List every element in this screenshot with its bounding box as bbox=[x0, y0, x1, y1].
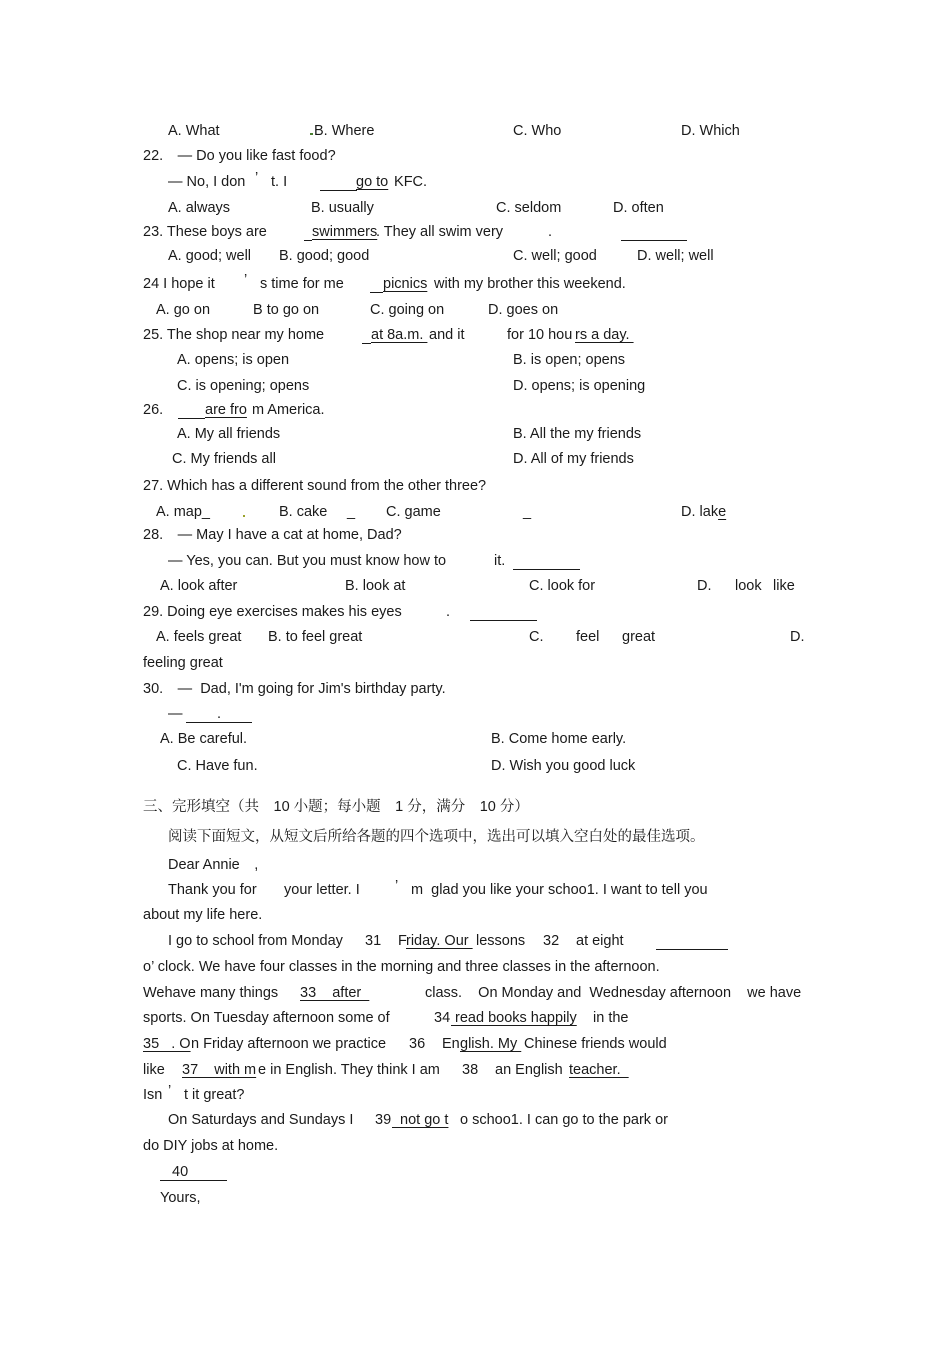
blank-38-number: 38 bbox=[462, 1062, 479, 1078]
stray-mark bbox=[243, 515, 245, 517]
q29-period: . bbox=[446, 604, 451, 620]
q25-blank-lead bbox=[362, 343, 371, 344]
q28-reply-end: it. bbox=[494, 553, 506, 569]
q28-reply: — Yes, you can. But you must know how to bbox=[168, 553, 447, 569]
q29-option-a: A. feels great bbox=[156, 629, 242, 645]
p2-line7-end: t it great? bbox=[184, 1087, 245, 1103]
q24-stem-mid: s time for me bbox=[260, 276, 344, 292]
q23-option-d: D. well; well bbox=[637, 248, 714, 264]
p1-mid: your letter. I bbox=[284, 882, 360, 898]
section3-heading: 三、完形填空（共 10 小题；每小题 1 分，满分 10 分） bbox=[143, 799, 529, 815]
p2-start: I go to school from Monday bbox=[168, 933, 343, 949]
blank-31-number: 31 bbox=[365, 933, 382, 949]
q23-blank-line bbox=[621, 240, 687, 241]
p1-apostrophe: ’ bbox=[395, 878, 399, 894]
q30-option-a: A. Be careful. bbox=[160, 731, 248, 747]
q26-stem-end: m America. bbox=[252, 402, 325, 418]
p2-friday: riday. Our bbox=[406, 933, 473, 949]
p3-line2: do DIY jobs at home. bbox=[143, 1138, 279, 1154]
q29-option-c-word1: feel bbox=[576, 629, 600, 645]
q24-apostrophe: ’ bbox=[244, 272, 248, 288]
q21-option-a: A. What bbox=[168, 123, 220, 139]
q24-stem-start: 24 I hope it bbox=[143, 276, 215, 292]
q28-stem: 28. — May I have a cat at home, Dad? bbox=[143, 527, 402, 543]
p2-line2: o’ clock. We have four classes in the morning and three classes in the afternoon. bbox=[143, 959, 660, 975]
q29-option-d-label: D. bbox=[790, 629, 805, 645]
p2-at-eight: at eight bbox=[576, 933, 624, 949]
q23-option-b: B. good; good bbox=[279, 248, 370, 264]
q25-stem-hours: for 10 hou bbox=[507, 327, 573, 343]
p2-f: F bbox=[398, 933, 407, 949]
q24-option-d: D. goes on bbox=[488, 302, 559, 318]
p2-line6-teacher: teacher. bbox=[569, 1062, 629, 1078]
blank-34-number: 34 bbox=[434, 1010, 451, 1026]
q24-option-b: B to go on bbox=[253, 302, 320, 318]
letter-salutation: Dear Annie , bbox=[168, 857, 259, 873]
p3-start: On Saturdays and Sundays I bbox=[168, 1112, 354, 1128]
q22-reply-start: — No, I don bbox=[168, 174, 246, 190]
q24-blank-word: picnics bbox=[383, 276, 428, 292]
q29-option-c-label: C. bbox=[529, 629, 544, 645]
q21-option-c: C. Who bbox=[513, 123, 562, 139]
q25-option-d: D. opens; is opening bbox=[513, 378, 646, 394]
stray-mark-green bbox=[310, 133, 313, 135]
q28-option-d-word2: like bbox=[773, 578, 795, 594]
letter-closing: Yours, bbox=[160, 1190, 201, 1206]
q21-option-d: D. Which bbox=[681, 123, 740, 139]
q23-blank-word: swimmers bbox=[312, 224, 378, 240]
p2-line4-start: sports. On Tuesday afternoon some of bbox=[143, 1010, 390, 1026]
p2-lessons: lessons bbox=[476, 933, 526, 949]
q29-option-d-text: feeling great bbox=[143, 655, 223, 671]
q28-option-a: A. look after bbox=[160, 578, 238, 594]
blank-36-number: 36 bbox=[409, 1036, 426, 1052]
q30-dash: — bbox=[168, 706, 183, 722]
p2-line3-rest: class. On Monday and Wednesday afternoon we have bbox=[425, 985, 802, 1001]
q29-option-c-word2: great bbox=[622, 629, 656, 645]
q29-blank-line bbox=[470, 620, 537, 621]
q22-option-a: A. always bbox=[168, 200, 231, 216]
q27-mark-2: _ bbox=[523, 504, 532, 520]
q28-option-d-word1: look bbox=[735, 578, 762, 594]
q30-option-c: C. Have fun. bbox=[177, 758, 258, 774]
p2-line7-apostrophe: ’ bbox=[168, 1083, 172, 1099]
q22-option-b: B. usually bbox=[311, 200, 374, 216]
p2-line4-end: in the bbox=[589, 1010, 629, 1026]
p1-start: Thank you for bbox=[168, 882, 257, 898]
p1-line2: about my life here. bbox=[143, 907, 263, 923]
p1-end: m glad you like your schoo1. I want to tell you bbox=[411, 882, 708, 898]
section3-instruction: 阅读下面短文，从短文后所给各题的四个选项中，选出可以填入空白处的最佳选项。 bbox=[168, 829, 705, 845]
q29-stem: 29. Doing eye exercises makes his eyes bbox=[143, 604, 402, 620]
q28-option-c: C. look for bbox=[529, 578, 596, 594]
q26-option-c: C. My friends all bbox=[172, 451, 276, 467]
q26-number: 26. bbox=[143, 402, 164, 418]
blank-37: 37 with m bbox=[182, 1062, 257, 1078]
blank-39: not go t bbox=[392, 1112, 449, 1128]
q27-stem: 27. Which has a different sound from the other three? bbox=[143, 478, 487, 494]
q26-option-b: B. All the my friends bbox=[513, 426, 642, 442]
q23-stem-start: 23. These boys are bbox=[143, 224, 267, 240]
q23-stem-end: . They all swim very bbox=[376, 224, 504, 240]
q24-option-c: C. going on bbox=[370, 302, 445, 318]
q24-stem-end: with my brother this weekend. bbox=[430, 276, 626, 292]
q28-option-d-label: D. bbox=[697, 578, 712, 594]
q25-stem-mid: and it bbox=[429, 327, 465, 343]
q21-option-b: B. Where bbox=[314, 123, 375, 139]
p2-line5-en: En bbox=[442, 1036, 460, 1052]
q27-option-c: C. game bbox=[386, 504, 441, 520]
q23-blank-lead bbox=[304, 240, 312, 241]
q27-mark-1: _ bbox=[347, 504, 356, 520]
q25-option-b: B. is open; opens bbox=[513, 352, 626, 368]
q30-option-b: B. Come home early. bbox=[491, 731, 627, 747]
q30-option-d: D. Wish you good luck bbox=[491, 758, 636, 774]
q22-stem: 22. — Do you like fast food? bbox=[143, 148, 336, 164]
blank-35: 35 . O bbox=[143, 1036, 191, 1052]
q25-option-c: C. is opening; opens bbox=[177, 378, 310, 394]
blank-34: read books happily bbox=[451, 1010, 577, 1026]
q23-option-a: A. good; well bbox=[168, 248, 252, 264]
blank-32-number: 32 bbox=[543, 933, 560, 949]
q30-stem: 30. — Dad, I'm going for Jim's birthday party. bbox=[143, 681, 446, 697]
q27-option-b: B. cake bbox=[279, 504, 328, 520]
p2-line5-start: n Friday afternoon we practice bbox=[191, 1036, 387, 1052]
q25-blank-1: at 8a.m. bbox=[371, 327, 428, 343]
q26-blank-word: are fro bbox=[205, 402, 247, 418]
q23-period: . bbox=[548, 224, 553, 240]
q27-option-a: A. map_ bbox=[156, 504, 210, 520]
q25-option-a: A. opens; is open bbox=[177, 352, 290, 368]
p2-line6-mid: e in English. They think I am bbox=[258, 1062, 440, 1078]
blank-40-line bbox=[160, 1180, 227, 1181]
q25-stem-end: rs a day. bbox=[575, 327, 634, 343]
q26-option-d: D. All of my friends bbox=[513, 451, 634, 467]
q22-reply-end: KFC. bbox=[390, 174, 428, 190]
q22-option-c: C. seldom bbox=[496, 200, 562, 216]
q29-option-b: B. to feel great bbox=[268, 629, 363, 645]
q28-option-b: B. look at bbox=[345, 578, 406, 594]
q30-period: . bbox=[217, 706, 222, 722]
q22-apostrophe: ’ bbox=[255, 170, 259, 186]
q25-stem-start: 25. The shop near my home bbox=[143, 327, 325, 343]
blank-33: 33 after bbox=[300, 985, 370, 1001]
p2-line7-isn: Isn bbox=[143, 1087, 163, 1103]
q24-blank-lead bbox=[370, 292, 383, 293]
q28-blank-line bbox=[513, 569, 580, 570]
q26-blank-lead bbox=[178, 418, 205, 419]
q27-option-d: D. lake bbox=[681, 504, 727, 520]
q24-option-a: A. go on bbox=[156, 302, 211, 318]
p2-line5-english: glish. My bbox=[460, 1036, 522, 1052]
q26-option-a: A. My all friends bbox=[177, 426, 281, 442]
p2-line6-like: like bbox=[143, 1062, 165, 1078]
p2-line5-end: Chinese friends would bbox=[524, 1036, 667, 1052]
p3-end: o schoo1. I can go to the park or bbox=[460, 1112, 668, 1128]
q22-option-d: D. often bbox=[613, 200, 664, 216]
q23-option-c: C. well; good bbox=[513, 248, 597, 264]
p2-line6-english: an English bbox=[495, 1062, 563, 1078]
blank-40-number: 40 bbox=[172, 1164, 189, 1180]
q22-reply-blank: go to bbox=[356, 174, 389, 190]
q22-blank-line bbox=[320, 190, 357, 191]
q22-reply-mid: t. I bbox=[271, 174, 288, 190]
blank-39-number: 39 bbox=[375, 1112, 392, 1128]
blank-32-line bbox=[656, 949, 728, 950]
p2-line3-start: Wehave many things bbox=[143, 985, 279, 1001]
